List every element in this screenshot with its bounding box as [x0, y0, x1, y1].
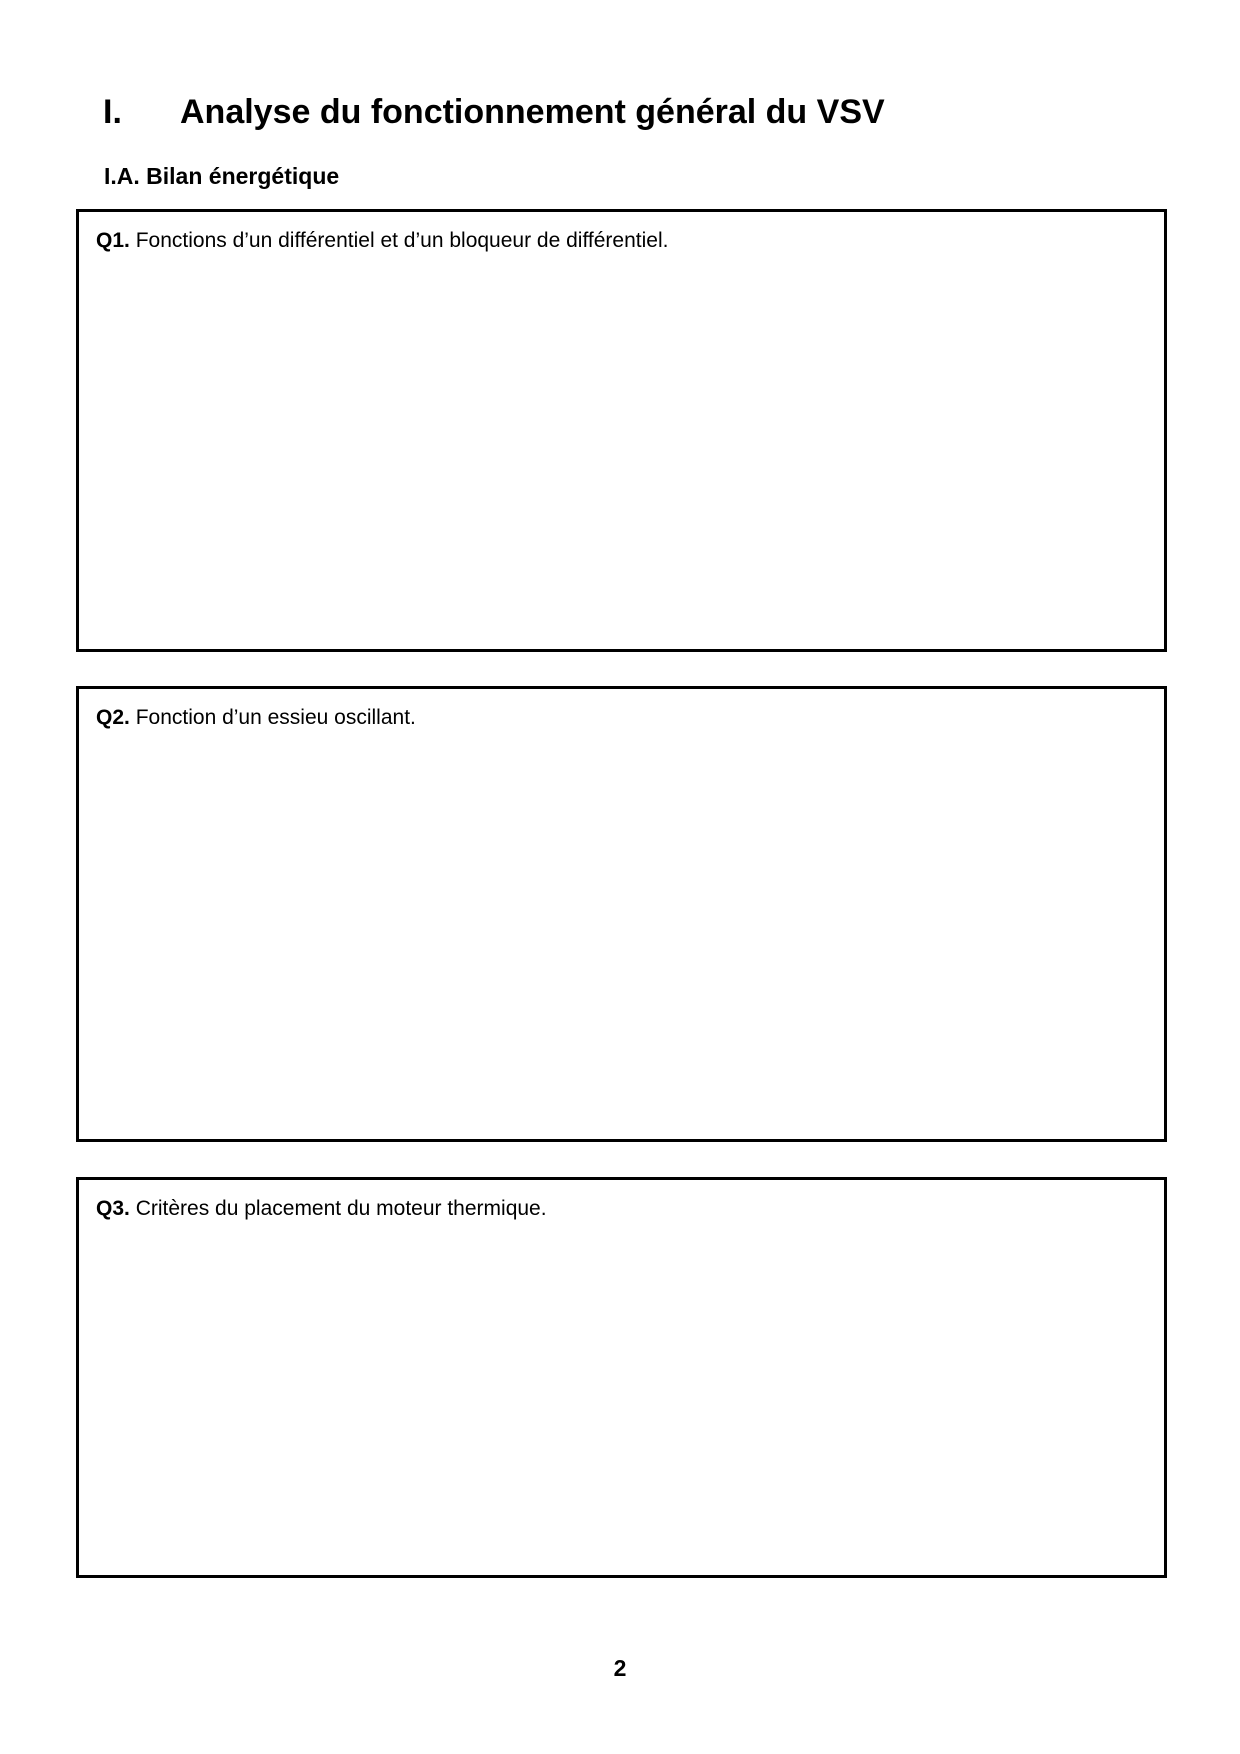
question-number: Q3.	[96, 1197, 130, 1220]
section-title: Analyse du fonctionnement général du VSV	[180, 93, 885, 131]
answer-box-q3[interactable]	[76, 1177, 1167, 1578]
section-number: I.	[103, 93, 122, 131]
section-heading	[103, 92, 885, 132]
question-number: Q2.	[96, 706, 130, 729]
question-text: Fonctions d’un différentiel et d’un bloqueur de différentiel.	[135, 229, 669, 252]
answer-box-q1[interactable]	[76, 209, 1167, 652]
question-text: Critères du placement du moteur thermique.	[135, 1197, 547, 1220]
answer-box-q2[interactable]	[76, 686, 1167, 1142]
question-prompt	[96, 1196, 547, 1222]
question-prompt	[96, 705, 416, 731]
page-number: 2	[613, 1655, 627, 1681]
question-text: Fonction d’un essieu oscillant.	[135, 706, 416, 729]
question-prompt	[96, 228, 668, 254]
question-number: Q1.	[96, 229, 130, 252]
subsection-heading: I.A. Bilan énergétique	[104, 163, 340, 189]
